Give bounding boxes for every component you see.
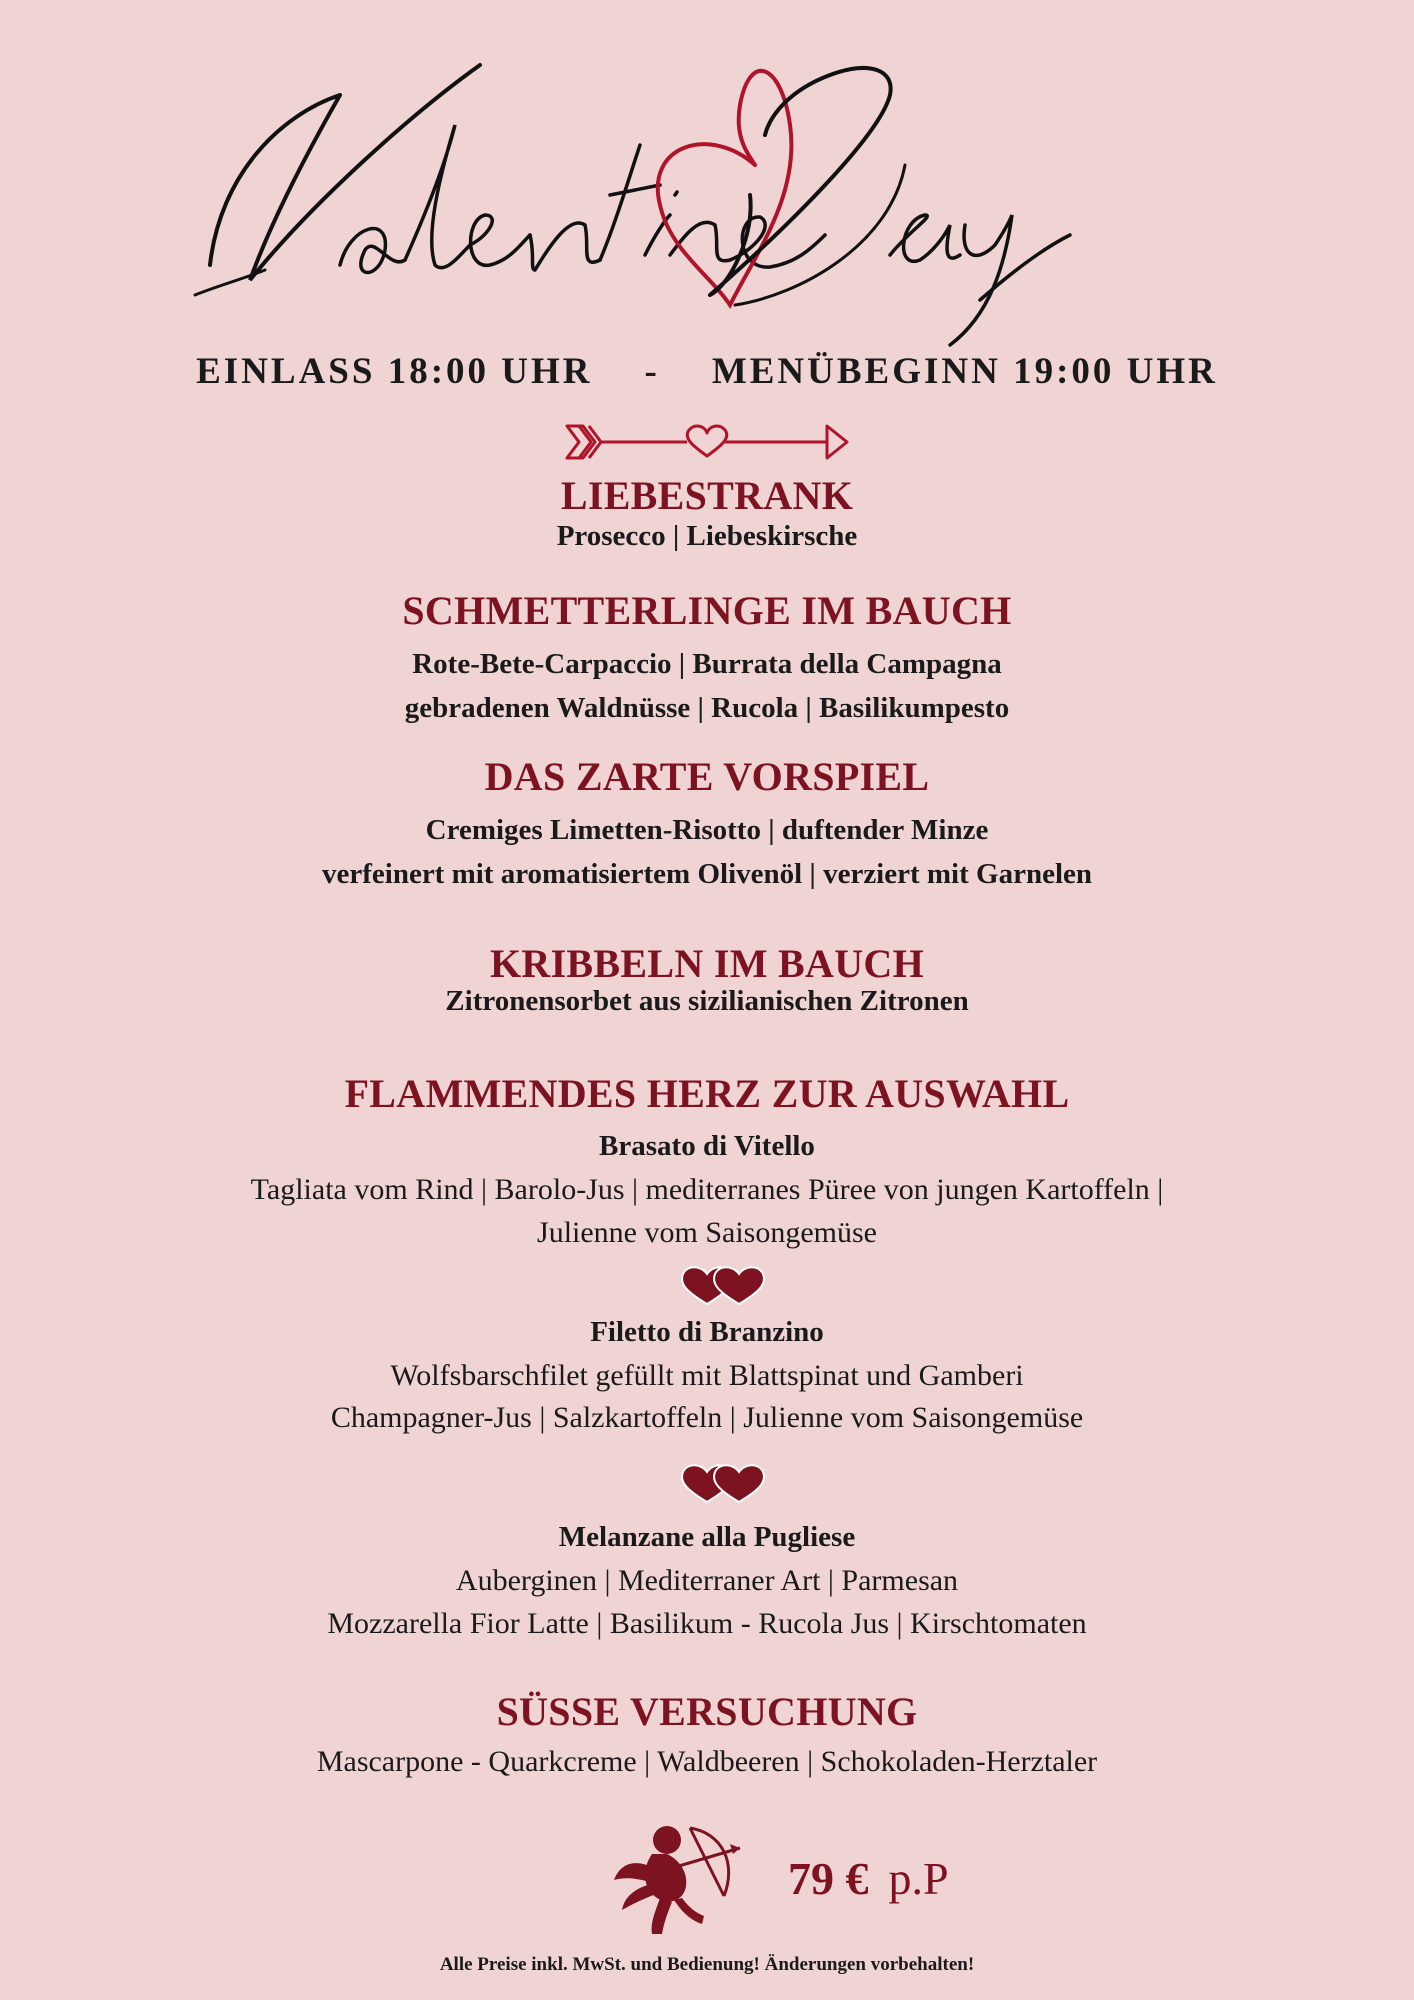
opening-times xyxy=(0,350,1414,393)
heading-versuchung: SÜSSE VERSUCHUNG xyxy=(496,1689,918,1734)
liebestrank-line-1: Prosecco | Liebeskirsche xyxy=(556,520,858,552)
heading-vorspiel: DAS ZARTE VORSPIEL xyxy=(484,754,930,799)
heading-kribbeln: KRIBBELN IM BAUCH xyxy=(489,941,925,986)
main-option-line-2: Mozzarella Fior Latte | Basilikum - Rucola Jus | Kirschtomaten xyxy=(327,1607,1087,1640)
main-option-line-1: Auberginen | Mediterraner Art | Parmesan xyxy=(455,1564,959,1597)
price xyxy=(788,1852,949,1905)
vorspiel-line-2: verfeinert mit aromatisiertem Olivenöl | verziert mit Garnelen xyxy=(321,858,1092,890)
main-option-line-2: Julienne vom Saisongemüse xyxy=(537,1216,877,1249)
versuchung-line-1: Mascarpone - Quarkcreme | Waldbeeren | Schokoladen-Herztaler xyxy=(316,1745,1098,1778)
main-option-line-1: Tagliata vom Rind | Barolo-Jus | mediterranes Püree von jungen Kartoffeln | xyxy=(250,1173,1164,1206)
price-unit: p.P xyxy=(888,1853,949,1904)
valentine-day-title-art xyxy=(190,55,1230,355)
main-option-line-1: Wolfsbarschfilet gefüllt mit Blattspinat und Gamberi xyxy=(390,1359,1024,1392)
arrow-heart-divider-icon xyxy=(565,420,850,464)
main-option-name: Brasato di Vitello xyxy=(599,1130,815,1162)
main-option-name: Filetto di Branzino xyxy=(590,1316,824,1348)
price-amount: 79 € xyxy=(788,1853,869,1904)
double-heart-icon xyxy=(677,1262,767,1308)
entry-time: EINLASS 18:00 UHR xyxy=(196,351,593,392)
main-option-name: Melanzane alla Pugliese xyxy=(558,1521,856,1553)
heading-schmetterlinge: SCHMETTERLINGE IM BAUCH xyxy=(402,588,1012,633)
schmetterlinge-line-1: Rote-Bete-Carpaccio | Burrata della Campagna xyxy=(412,648,1002,680)
heading-flammendes-herz: FLAMMENDES HERZ ZUR AUSWAHL xyxy=(344,1071,1070,1116)
cupid-icon xyxy=(612,1818,747,1938)
main-option-line-2: Champagner-Jus | Salzkartoffeln | Julienne vom Saisongemüse xyxy=(330,1401,1084,1434)
heading-liebestrank: LIEBESTRANK xyxy=(560,473,854,518)
footer-note: Alle Preise inkl. MwSt. und Bedienung! Änderungen vorbehalten! xyxy=(439,1954,975,1975)
double-heart-icon xyxy=(677,1460,767,1506)
schmetterlinge-line-2: gebradenen Waldnüsse | Rucola | Basilikumpesto xyxy=(404,692,1010,724)
menu-start-time: MENÜBEGINN 19:00 UHR xyxy=(711,351,1218,392)
vorspiel-line-1: Cremiges Limetten-Risotto | duftender Minze xyxy=(425,814,989,846)
times-separator: - xyxy=(644,351,660,392)
kribbeln-line-1: Zitronensorbet aus sizilianischen Zitronen xyxy=(445,985,969,1017)
